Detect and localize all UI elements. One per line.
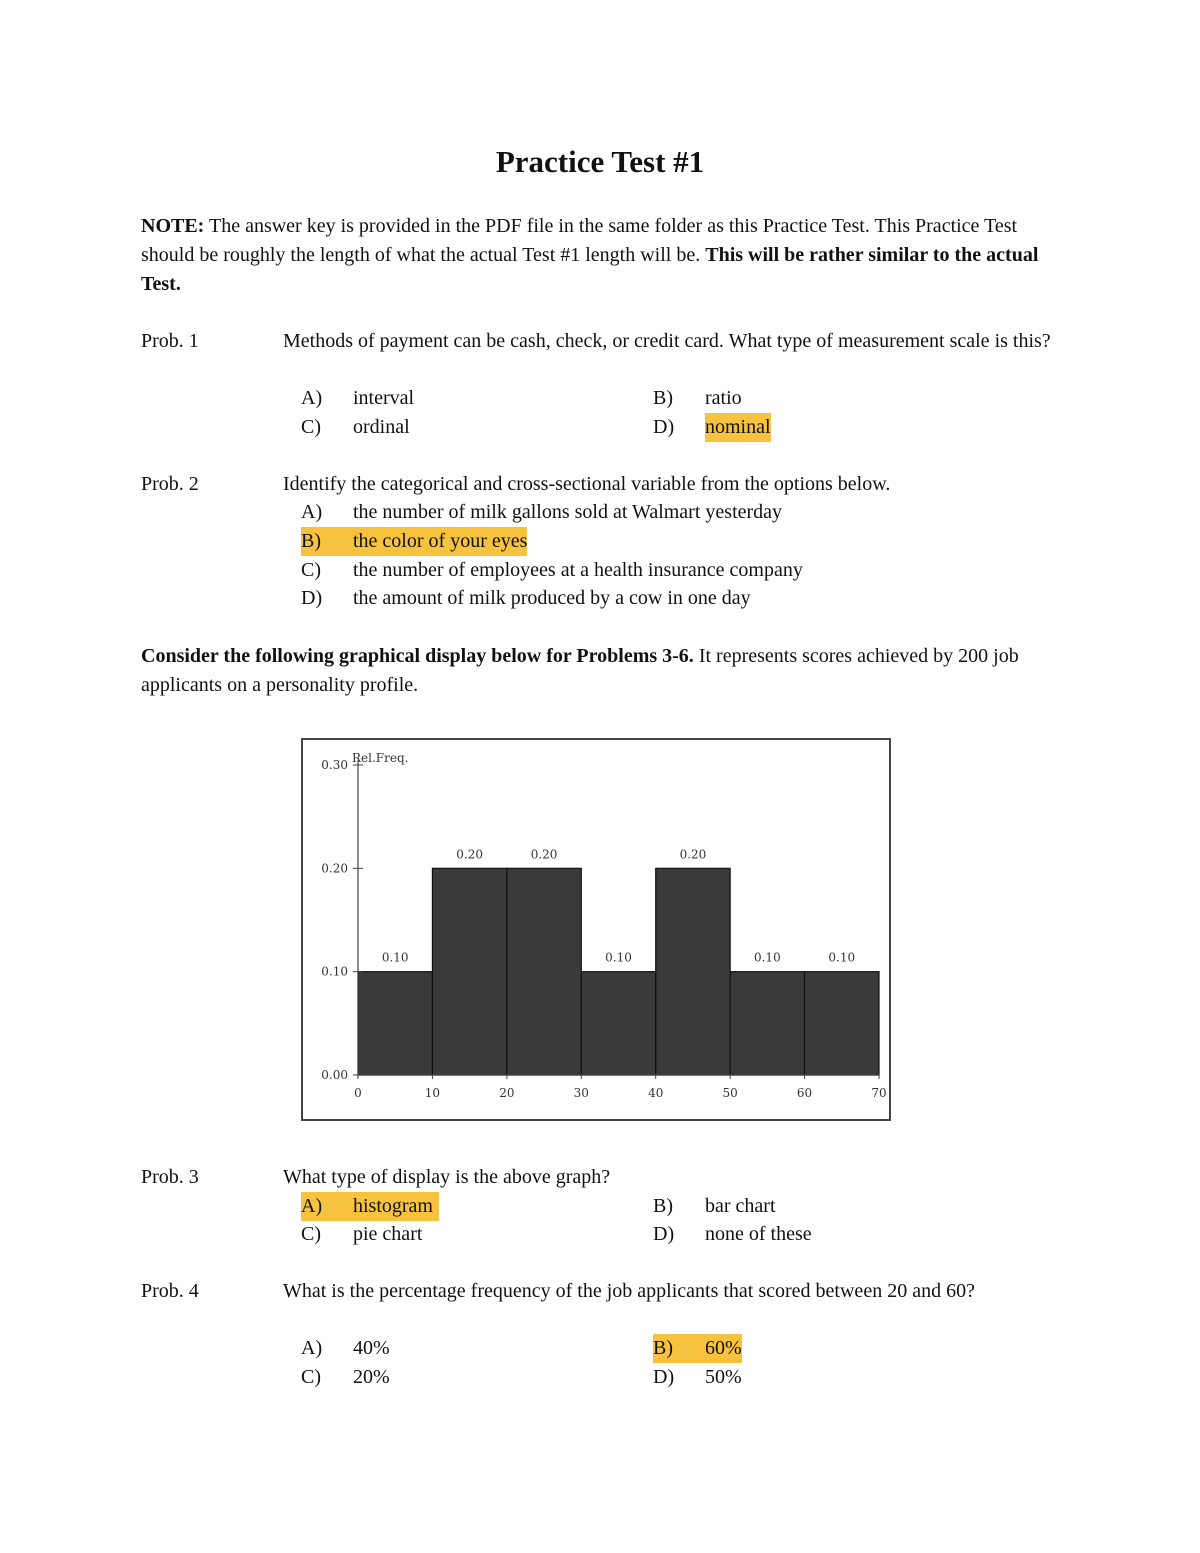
prob-3-option-c[interactable]: C) pie chart xyxy=(301,1223,423,1245)
note-paragraph xyxy=(141,212,1061,299)
prob-1-question: Methods of payment can be cash, check, or credit card. What type of measurement scale is this? xyxy=(283,330,1051,352)
bar-data-label: 0.10 xyxy=(381,950,409,965)
x-tick-label: 30 xyxy=(573,1086,589,1100)
prob-1-label: Prob. 1 xyxy=(141,330,199,352)
bar-data-label: 0.10 xyxy=(753,950,781,965)
y-tick-label: 0.10 xyxy=(321,964,348,979)
histogram-bar xyxy=(805,972,879,1075)
x-tick-label: 70 xyxy=(871,1086,887,1100)
highlighted-answer: nominal xyxy=(705,413,771,442)
prob-1-option-b[interactable]: B) ratio xyxy=(653,387,742,409)
bar-data-label: 0.10 xyxy=(828,950,856,965)
prob-3-option-d[interactable]: D) none of these xyxy=(653,1223,812,1245)
y-tick-label: 0.30 xyxy=(321,758,348,772)
bar-data-label: 0.10 xyxy=(605,950,632,965)
prob-2-question: Identify the categorical and cross-sectional variable from the options below. xyxy=(283,473,891,495)
prob-3-label: Prob. 3 xyxy=(141,1166,199,1188)
histogram-bar xyxy=(656,868,730,1075)
histogram-bar xyxy=(730,972,804,1075)
bar-data-label: 0.20 xyxy=(456,847,484,862)
histogram-bar xyxy=(581,972,655,1075)
highlighted-answer: histogram xyxy=(353,1192,439,1221)
prob-4-label: Prob. 4 xyxy=(141,1280,199,1302)
prob-2-label: Prob. 2 xyxy=(141,473,199,495)
prob-2-option-c[interactable]: C) the number of employees at a health insurance company xyxy=(301,559,803,581)
prob-2-option-a[interactable]: A) the number of milk gallons sold at Walmart yesterday xyxy=(301,501,783,523)
x-tick-label: 20 xyxy=(499,1086,515,1100)
x-tick-label: 40 xyxy=(648,1086,664,1100)
page-title: Practice Test #1 xyxy=(495,144,705,179)
prob-3-option-b[interactable]: B) bar chart xyxy=(653,1195,776,1217)
x-tick-label: 10 xyxy=(424,1086,441,1100)
y-tick-label: 0.00 xyxy=(321,1068,348,1082)
prob-4-question: What is the percentage frequency of the job applicants that scored between 20 and 60? xyxy=(283,1280,975,1302)
prob-4-option-a[interactable]: A) 40% xyxy=(301,1337,390,1359)
bar-data-label: 0.20 xyxy=(530,847,558,862)
prob-2-option-d[interactable]: D) the amount of milk produced by a cow in one day xyxy=(301,587,751,609)
histogram-bar xyxy=(358,972,432,1075)
prob-1-option-c[interactable]: C) ordinal xyxy=(301,416,410,438)
histogram-chart xyxy=(301,738,891,1121)
highlighted-answer: 60% xyxy=(705,1337,742,1359)
prob-2-option-b[interactable]: B) the color of your eyes xyxy=(301,527,527,556)
x-tick-label: 50 xyxy=(722,1086,738,1100)
histogram-svg xyxy=(303,740,889,1119)
x-tick-label: 0 xyxy=(354,1086,362,1100)
y-tick-label: 0.20 xyxy=(321,861,348,876)
consider-bold: Consider the following graphical display below for Problems 3-6. xyxy=(141,645,694,667)
note-text: The answer key is provided in the PDF file in the same folder as this Practice Test. This Practice Test should be roughly the length of what the actual Test #1 length will be. xyxy=(141,215,1018,266)
x-tick-label: 60 xyxy=(796,1086,813,1100)
prob-3-question: What type of display is the above graph? xyxy=(283,1166,611,1188)
y-axis-title: Rel.Freq. xyxy=(352,751,409,765)
prob-1-option-d[interactable]: D) nominal xyxy=(653,413,771,442)
consider-text: It represents scores achieved by 200 job applicants on a personality profile. xyxy=(141,645,1019,696)
prob-4-option-b[interactable]: B) 60% xyxy=(653,1334,742,1363)
note-label: NOTE: xyxy=(141,215,205,237)
bar-data-label: 0.20 xyxy=(679,847,707,862)
histogram-bar xyxy=(432,868,506,1075)
prob-4-option-c[interactable]: C) 20% xyxy=(301,1366,390,1388)
prob-3-option-a[interactable]: A) histogram xyxy=(301,1192,439,1221)
highlighted-answer: the color of your eyes xyxy=(353,530,528,552)
prob-4-option-d[interactable]: D) 50% xyxy=(653,1366,742,1388)
histogram-bar xyxy=(507,868,581,1075)
prob-1-option-a[interactable]: A) interval xyxy=(301,387,415,409)
consider-paragraph xyxy=(141,642,1061,700)
note-bold-tail: This will be rather similar to the actual Test. xyxy=(141,244,1039,295)
